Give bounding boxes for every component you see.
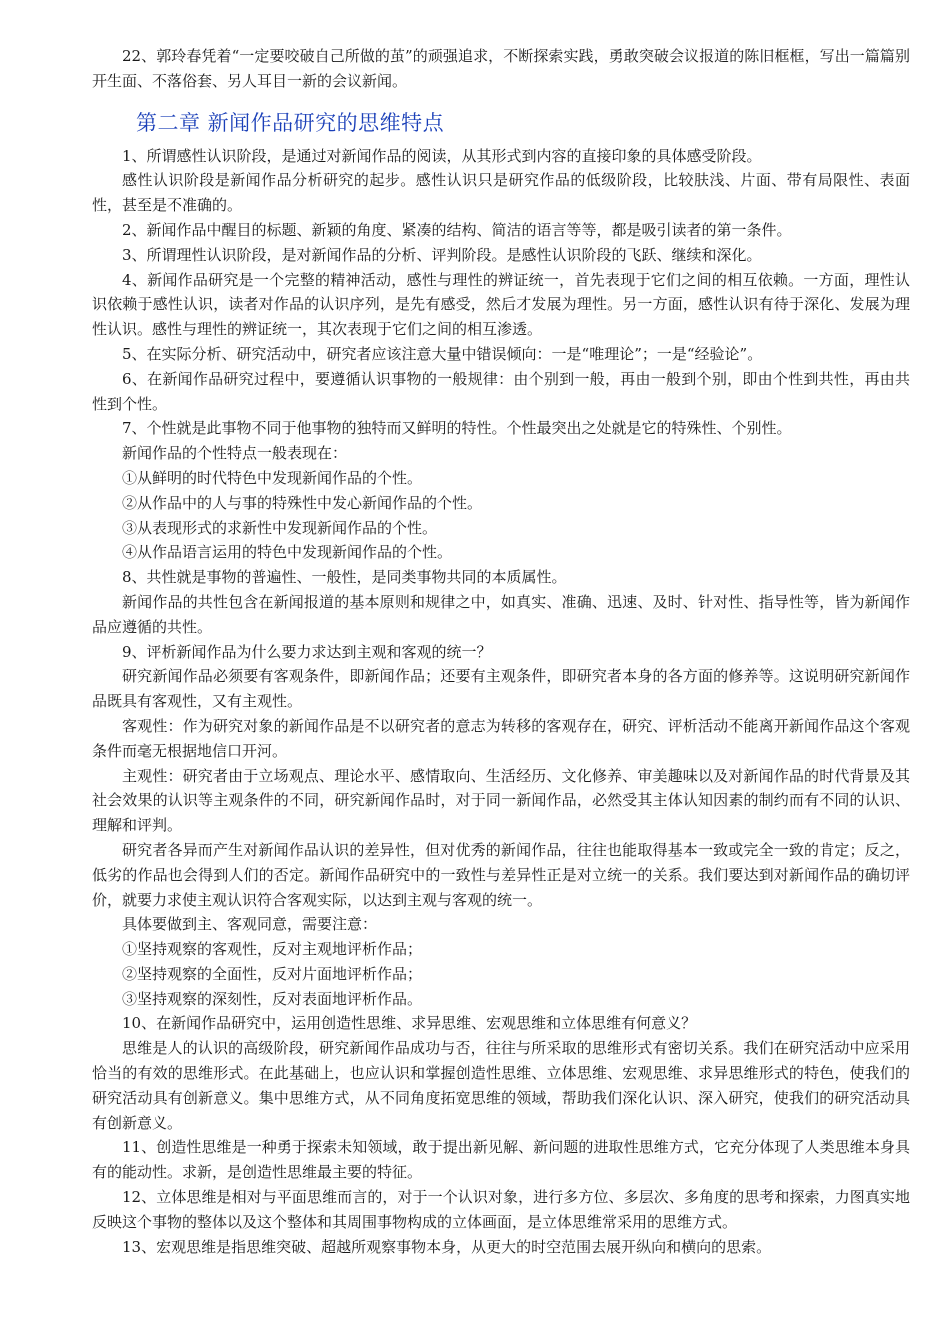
paragraph: 客观性：作为研究对象的新闻作品是不以研究者的意志为转移的客观存在，研究、评析活动不能离开新闻作品这个客观条件而毫无根据地信口开河。 xyxy=(92,716,910,760)
list-item: ②坚持观察的全面性，反对片面地评析作品； xyxy=(122,964,423,983)
paragraph: 9、评析新闻作品为什么要力求达到主观和客观的统一？ xyxy=(122,642,492,661)
chapter-title: 第二章 新闻作品研究的思维特点 xyxy=(136,110,445,135)
paragraph: 11、创造性思维是一种勇于探索未知领域，敢于提出新见解、新问题的进取性思维方式，它充分体现了人类思维本身具有的能动性。求新，是创造性思维最主要的特征。 xyxy=(92,1138,910,1182)
paragraph: 8、共性就是事物的普遍性、一般性，是同类事物共同的本质属性。 xyxy=(122,568,567,587)
paragraph: 感性认识阶段是新闻作品分析研究的起步。感性认识只是研究作品的低级阶段，比较肤浅、片面、带有局限性、表面性，甚至是不准确的。 xyxy=(92,171,910,215)
list-item: ①坚持观察的客观性，反对主观地评析作品； xyxy=(122,940,423,959)
paragraph-intro: 22、郭玲春凭着“一定要咬破自己所做的茧”的顽强追求，不断探索实践，勇敢突破会议报道的陈旧框框，写出一篇篇别开生面、不落俗套、另人耳目一新的会议新闻。 xyxy=(92,47,910,90)
paragraph: 1、所谓感性认识阶段，是通过对新闻作品的阅读，从其形式到内容的直接印象的具体感受阶段。 xyxy=(122,146,762,165)
paragraph: 3、所谓理性认识阶段，是对新闻作品的分析、评判阶段。是感性认识阶段的飞跃、继续和深化。 xyxy=(122,245,762,264)
paragraph: 思维是人的认识的高级阶段，研究新闻作品成功与否，往往与所采取的思维形式有密切关系。我们在研究活动中应采用恰当的有效的思维形式。在此基础上，也应认识和掌握创造性思维、立体思维、宏观思维、求异思维形式的特色，使我们的研究活动具有创新意义。集中思维方式，从不同角度拓宽思维的领域，帮助我们深化认识、深入研究，使我们的研究活动具有创新意义。 xyxy=(92,1039,910,1132)
paragraph: 2、新闻作品中醒目的标题、新颖的角度、紧凑的结构、简洁的语言等等，都是吸引读者的第一条件。 xyxy=(122,220,792,239)
chapter-body xyxy=(92,144,910,1260)
document-page xyxy=(92,44,910,1259)
paragraph: 主观性：研究者由于立场观点、理论水平、感情取向、生活经历、文化修养、审美趣味以及对新闻作品的时代背景及其社会效果的认识等主观条件的不同，研究新闻作品时，对于同一新闻作品，必然受其主体认知因素的制约而有不同的认识、理解和评判。 xyxy=(92,766,910,835)
list-item: ②从作品中的人与事的特殊性中发心新闻作品的个性。 xyxy=(122,493,483,512)
paragraph: 新闻作品的个性特点一般表现在： xyxy=(122,444,348,463)
paragraph: 7、个性就是此事物不同于他事物的独特而又鲜明的特性。个性最突出之处就是它的特殊性、个别性。 xyxy=(122,419,792,438)
paragraph: 12、立体思维是相对与平面思维而言的，对于一个认识对象，进行多方位、多层次、多角度的思考和探索，力图真实地反映这个事物的整体以及这个整体和其周围事物构成的立体画面，是立体思维常采用的思维方式。 xyxy=(92,1188,910,1231)
paragraph: 新闻作品的共性包含在新闻报道的基本原则和规律之中，如真实、准确、迅速、及时、针对性、指导性等，皆为新闻作品应遵循的共性。 xyxy=(92,592,910,636)
paragraph: 10、在新闻作品研究中，运用创造性思维、求异思维、宏观思维和立体思维有何意义？ xyxy=(122,1014,697,1033)
paragraph: 13、宏观思维是指思维突破、超越所观察事物本身，从更大的时空范围去展开纵向和横向的思索。 xyxy=(122,1237,772,1256)
paragraph: 研究者各异而产生对新闻作品认识的差异性，但对优秀的新闻作品，往往也能取得基本一致或完全一致的肯定；反之，低劣的作品也会得到人们的否定。新闻作品研究中的一致性与差异性正是对立统一的关系。我们要达到对新闻作品的确切评价，就要力求使主观认识符合客观实际，以达到主观与客观的统一。 xyxy=(92,840,910,909)
paragraph: 6、在新闻作品研究过程中，要遵循认识事物的一般规律：由个别到一般，再由一般到个别，即由个性到共性，再由共性到个性。 xyxy=(92,369,910,413)
paragraph: 5、在实际分析、研究活动中，研究者应该注意大量中错误倾向：一是“唯理论”；一是“经验论”。 xyxy=(122,344,763,363)
paragraph: 4、新闻作品研究是一个完整的精神活动，感性与理性的辨证统一，首先表现于它们之间的相互依赖。一方面，理性认识依赖于感性认识，读者对作品的认识序列，是先有感受，然后才发展为理性。另一方面，感性认识有待于深化、发展为理性认识。感性与理性的辨证统一，其次表现于它们之间的相互渗透。 xyxy=(92,270,910,339)
paragraph: 具体要做到主、客观同意，需要注意： xyxy=(122,915,378,934)
list-item: ①从鲜明的时代特色中发现新闻作品的个性。 xyxy=(122,468,423,487)
paragraph: 研究新闻作品必须要有客观条件，即新闻作品；还要有主观条件，即研究者本身的各方面的修养等。这说明研究新闻作品既具有客观性，又有主观性。 xyxy=(92,667,910,711)
list-item: ③从表现形式的求新性中发现新闻作品的个性。 xyxy=(122,518,438,537)
list-item: ④从作品语言运用的特色中发现新闻作品的个性。 xyxy=(122,543,453,562)
list-item: ③坚持观察的深刻性，反对表面地评析作品。 xyxy=(122,989,423,1008)
